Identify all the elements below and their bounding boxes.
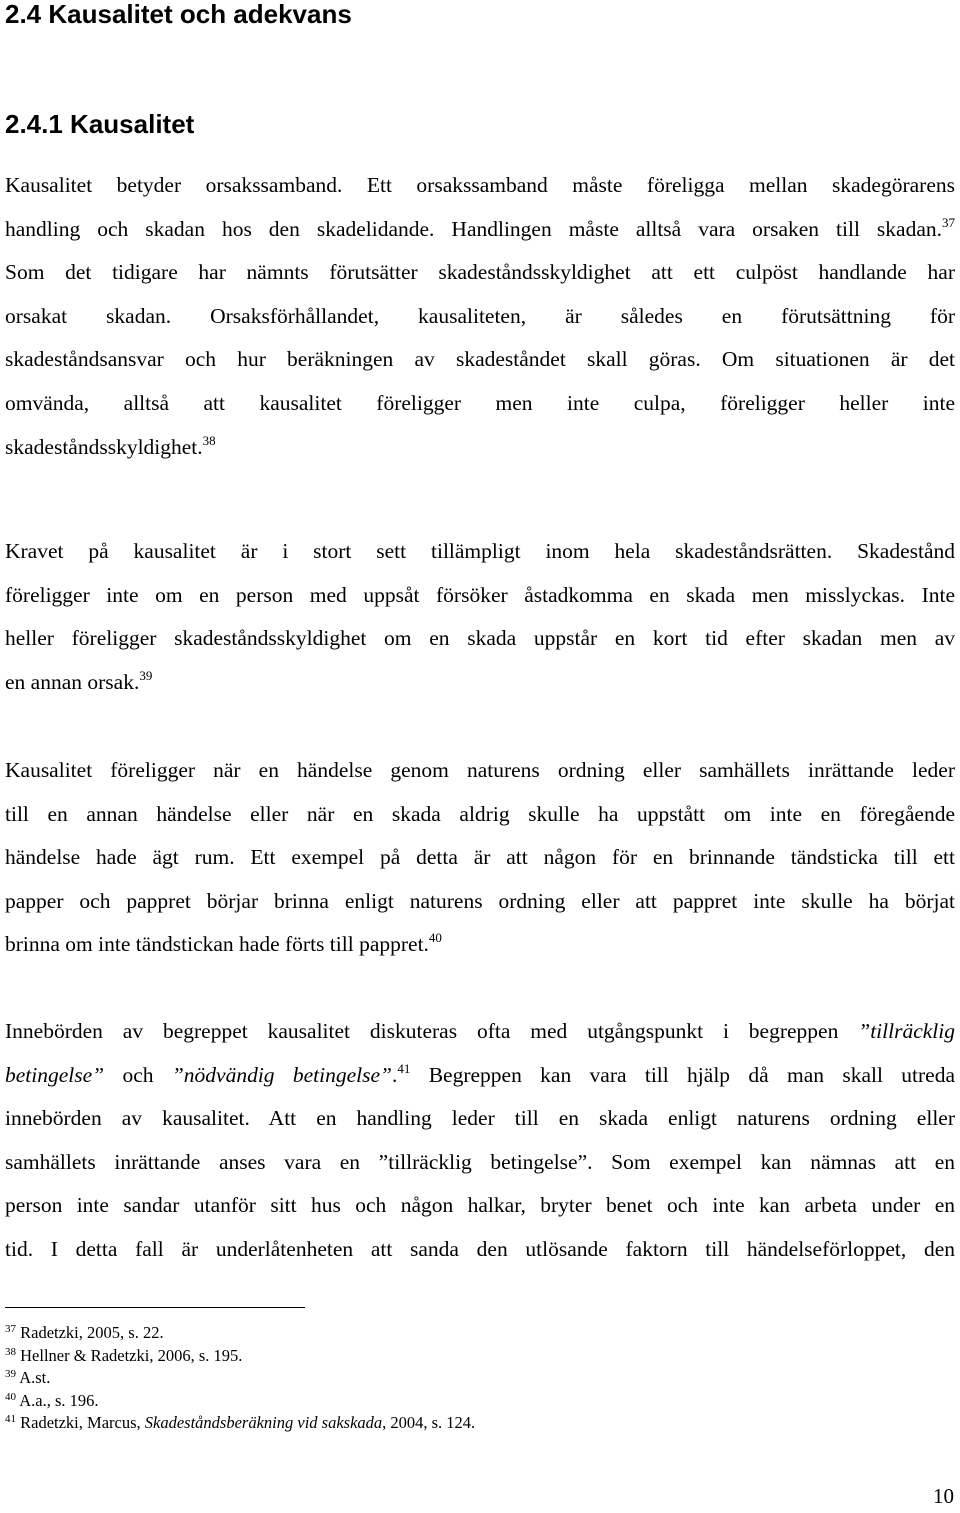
footnote-ref[interactable]: 39 xyxy=(139,667,153,683)
text-line: brinna om inte tändstickan hade förts till pappret.$^{40}$ xyxy=(5,930,442,957)
paragraph-4 xyxy=(5,1010,955,1272)
text-line: tid. I detta fall är underlåtenheten att sanda den utlösande faktorn till händelseförloppet, den xyxy=(5,1236,955,1261)
footnote: $^{37}$ Radetzki, 2005, s. 22. xyxy=(5,1323,164,1342)
footnotes xyxy=(5,1322,955,1435)
text-line: Kravet på kausalitet är i stort sett tillämpligt inom hela skadeståndsrätten. Skadestånd xyxy=(5,539,955,563)
footnote-ref[interactable]: 37 xyxy=(942,214,955,230)
page-number: 10 xyxy=(933,1484,954,1508)
text-line: betingelse” och ”nödvändig betingelse”.$^{41}$ Begreppen kan vara till hjälp då man skall utreda xyxy=(5,1060,955,1087)
subsection-heading: 2.4.1 Kausalitet xyxy=(5,109,195,139)
text-line: person inte sandar utanför sitt hus och någon halkar, bryter benet och inte kan arbeta under en xyxy=(5,1193,955,1218)
text-line: skadeståndsansvar och hur beräkningen av skadeståndet skall göras. Om situationen är det xyxy=(5,347,955,372)
text-line: heller föreligger skadeståndsskyldighet om en skada uppstår en kort tid efter skadan men av xyxy=(5,626,955,651)
section-heading: 2.4 Kausalitet och adekvans xyxy=(5,0,352,29)
paragraph-2 xyxy=(5,530,955,704)
text-line: föreligger inte om en person med uppsåt försöker åstadkomma en skada men misslyckas. Inte xyxy=(5,582,955,607)
text-line: Innebörden av begreppet kausalitet diskuteras ofta med utgångspunkt i begreppen ”tillräcklig xyxy=(5,1019,955,1043)
text-line: papper och pappret börjar brinna enligt naturens ordning eller att pappret inte skulle ha börjat xyxy=(5,888,955,913)
text-line: Som det tidigare har nämnts förutsätter skadeståndsskyldighet att ett culpöst handlande har xyxy=(5,260,955,285)
footnote: $^{38}$ Hellner & Radetzki, 2006, s. 195. xyxy=(5,1345,243,1365)
text-line: Kausalitet betyder orsakssamband. Ett orsakssamband måste föreligga mellan skadegörarens xyxy=(5,173,955,197)
text-line: Kausalitet föreligger när en händelse genom naturens ordning eller samhällets inrättande leder xyxy=(5,758,955,782)
text-line: samhällets inrättande anses vara en ”tillräcklig betingelse”. Som exempel kan nämnas att en xyxy=(5,1149,955,1174)
paragraph-3 xyxy=(5,749,955,967)
footnote: $^{41}$ Radetzki, Marcus, Skadeståndsberäkning vid sakskada, 2004, s. 124. xyxy=(5,1413,476,1433)
footnote-ref[interactable]: 40 xyxy=(428,930,442,946)
text-line: innebörden av kausalitet. Att en handling leder till en skada enligt naturens ordning eller xyxy=(5,1106,955,1131)
text-line: omvända, alltså att kausalitet föreligger men inte culpa, föreligger heller inte xyxy=(5,390,955,415)
text-line: händelse hade ägt rum. Ett exempel på detta är att någon för en brinnande tändsticka till ett xyxy=(5,845,955,870)
paragraph-1 xyxy=(5,164,955,469)
text-line: en annan orsak.$^{39}$ xyxy=(5,667,153,694)
footnote: $^{39}$ A.st. xyxy=(5,1368,51,1388)
text-line: orsakat skadan. Orsaksförhållandet, kausaliteten, är således en förutsättning för xyxy=(5,303,955,328)
footnote-ref[interactable]: 38 xyxy=(202,432,216,448)
footnote-ref[interactable]: 41 xyxy=(397,1060,411,1076)
text-line: till en annan händelse eller när en skada aldrig skulle ha uppstått om inte en föregående xyxy=(5,801,955,826)
text-line: skadeståndsskyldighet.$^{38}$ xyxy=(5,432,216,459)
footnote: $^{40}$ A.a., s. 196. xyxy=(5,1390,99,1410)
footnote-divider xyxy=(5,1307,305,1308)
text-line: handling och skadan hos den skadelidande. Handlingen måste alltså vara orsaken till skadan.$^{37}$ xyxy=(5,214,955,241)
